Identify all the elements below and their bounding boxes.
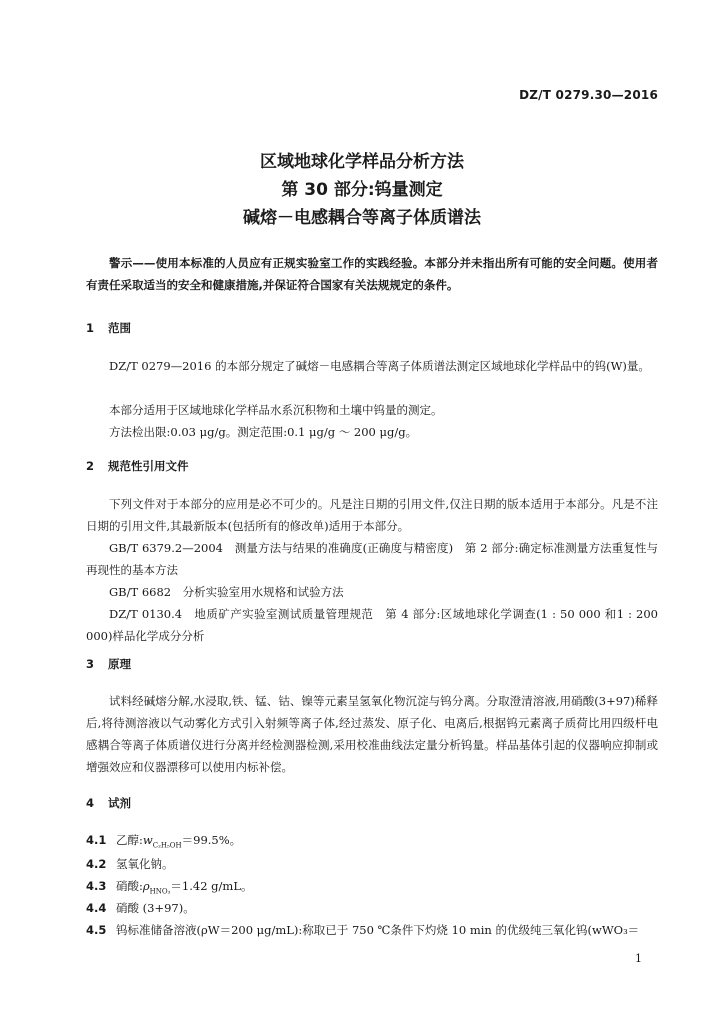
item-value: ＝99.5%。	[181, 833, 242, 847]
section-1-paragraph: DZ/T 0279—2016 的本部分规定了碱熔－电感耦合等离子体质谱法测定区域地球化学样品中的钨(W)量。	[109, 359, 650, 373]
warning-notice: 警示——使用本标准的人员应有正规实验室工作的实践经验。本部分并未指出所有可能的安全问题。使用者有责任采取适当的安全和健康措施,并保证符合国家有关法规规定的条件。	[86, 256, 658, 292]
reagent-item	[86, 853, 658, 875]
section-4-heading	[86, 795, 131, 811]
reagent-item	[86, 919, 658, 941]
item-value: ＝1.42 g/mL。	[170, 879, 253, 893]
section-3-paragraph: 试料经碱熔分解,水浸取,铁、锰、钴、镍等元素呈氢氧化物沉淀与钨分离。分取澄清溶液,用硝酸(3+97)稀释后,将待测溶液以气动雾化方式引入射频等离子体,经过蒸发、原子化、电离后,根据钨元素离子质荷比用四级杆电感耦合等离子体质谱仪进行分离并经检测器检测,采用校准曲线法定量分析钨量。样品基体引起的仪器响应抑制或增强效应和仪器漂移可以使用内标补偿。	[86, 694, 658, 774]
section-number: 3	[86, 657, 95, 671]
title-line-3: 碱熔－电感耦合等离子体质谱法	[243, 208, 481, 228]
section-title: 试剂	[108, 796, 131, 810]
section-number: 1	[86, 321, 95, 335]
section-title: 规范性引用文件	[108, 459, 189, 473]
section-2-paragraph: 下列文件对于本部分的应用是必不可少的。凡是注日期的引用文件,仅注日期的版本适用于本部分。凡是不注日期的引用文件,其最新版本(包括所有的修改单)适用于本部分。	[86, 497, 658, 533]
item-subscript: C₂H₅OH	[152, 841, 182, 850]
section-2-heading	[86, 458, 189, 474]
reference-entry: GB/T 6379.2—2004 测量方法与结果的准确度(正确度与精密度) 第 2 部分:确定标准测量方法重复性与再现性的基本方法	[86, 541, 658, 577]
item-number: 4.4	[86, 901, 107, 915]
item-text: 钨标准储备溶液(ρW＝200 μg/mL):称取已于 750 ℃条件下灼烧 10 min 的优级纯三氧化钨(wWO₃＝	[116, 923, 640, 937]
page-number: 1	[635, 952, 642, 965]
reference-entry: DZ/T 0130.4 地质矿产实验室测试质量管理规范 第 4 部分:区域地球化学调查(1 : 50 000 和1 : 200 000)样品化学成分分析	[86, 607, 658, 643]
reagent-item	[86, 897, 658, 919]
item-text: 氢氧化钠。	[116, 857, 174, 871]
section-1-paragraph: 方法检出限:0.03 μg/g。测定范围:0.1 μg/g ～ 200 μg/g。	[109, 425, 418, 439]
item-label: 乙醇:	[116, 833, 143, 847]
section-number: 2	[86, 459, 95, 473]
document-title	[0, 148, 724, 232]
reference-entry: GB/T 6682 分析实验室用水规格和试验方法	[109, 585, 344, 599]
item-symbol: w	[142, 833, 153, 847]
item-number: 4.3	[86, 879, 107, 893]
section-3-heading	[86, 656, 131, 672]
item-number: 4.1	[86, 833, 107, 847]
standard-code: DZ/T 0279.30—2016	[519, 88, 658, 102]
title-line-2: 第 30 部分:钨量测定	[281, 180, 443, 200]
section-title: 原理	[108, 657, 131, 671]
section-1-heading	[86, 320, 131, 336]
title-line-1: 区域地球化学样品分析方法	[260, 152, 464, 172]
item-number: 4.2	[86, 857, 107, 871]
section-title: 范围	[108, 321, 131, 335]
item-number: 4.5	[86, 923, 107, 937]
item-text: 硝酸 (3+97)。	[116, 901, 195, 915]
item-label: 硝酸:	[116, 879, 143, 893]
item-subscript: HNO₃	[149, 887, 171, 896]
item-symbol: ρ	[142, 879, 150, 893]
section-1-paragraph: 本部分适用于区域地球化学样品水系沉积物和土壤中钨量的测定。	[109, 403, 443, 417]
section-number: 4	[86, 796, 95, 810]
